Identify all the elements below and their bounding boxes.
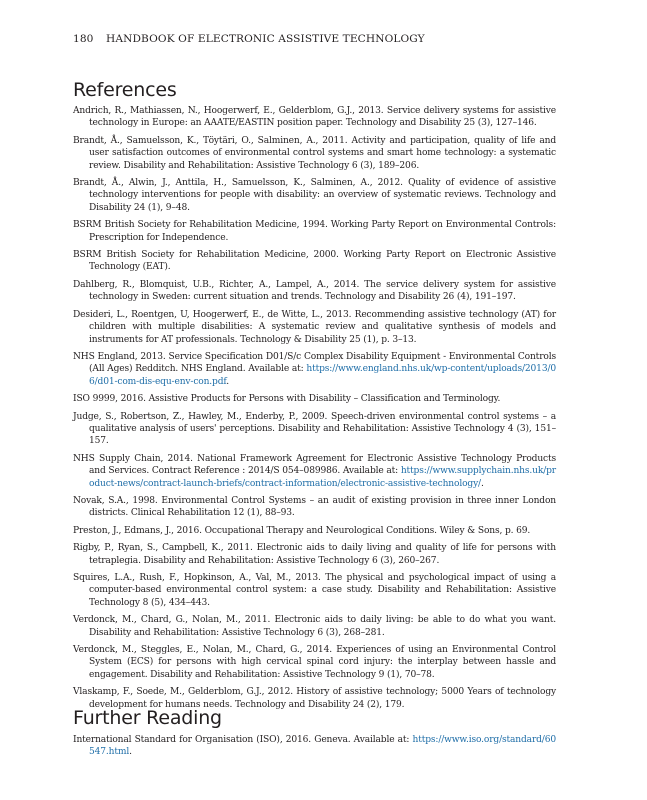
reference-text: Brandt, Å., Samuelsson, K., Töytäri, O., Salminen, A., 2011. Activity and participation, quality of life and user satisfaction outcomes of environmental control systems and smart home technology: a systematic review. Disability and Rehabilitation: Assistive Technology 6 (3), 189–206. xyxy=(73,135,556,171)
reference-entry xyxy=(73,411,556,448)
reference-text: Preston, J., Edmans, J., 2016. Occupational Therapy and Neurological Conditions. Wiley & Sons, p. 69. xyxy=(73,525,531,536)
reference-text: Rigby, P., Ryan, S., Campbell, K., 2011. Electronic aids to daily living and quality of life for persons with tetraplegia. Disability and Rehabilitation: Assistive Technology 6 (3), 260–267. xyxy=(73,543,556,566)
further-reading-list xyxy=(73,734,556,764)
reference-text: NHS England, 2013. Service Specification D01/S/c Complex Disability Equipment - Environmental Controls (All Ages) Redditch. NHS England. Available at: xyxy=(73,351,556,375)
reference-text: BSRM British Society for Rehabilitation Medicine, 1994. Working Party Report on Environmental Controls: Prescription for Independence. xyxy=(73,220,556,243)
reference-text: NHS Supply Chain, 2014. National Framework Agreement for Electronic Assistive Technology Products and Services. Contract Reference : 2014/S 054–089986. Available at: xyxy=(73,453,556,477)
reference-entry xyxy=(73,219,556,244)
running-header xyxy=(73,33,425,45)
reference-entry xyxy=(73,614,556,639)
reference-entry xyxy=(73,495,556,520)
reference-link[interactable]: https://www.iso.org/standard/60547.html xyxy=(89,735,556,758)
reference-text: Verdonck, M., Steggles, E., Nolan, M., Chard, G., 2014. Experiences of using an Environmental Control System (ECS) for persons with high cervical spinal cord injury: the interplay between hassle and engagement. Disability and Rehabilitation: Assistive Technology 9 (1), 70–78. xyxy=(73,645,556,680)
reference-text: Verdonck, M., Chard, G., Nolan, M., 2011. Electronic aids to daily living: be able to do what you want. Disability and Rehabilitation: Assistive Technology 6 (3), 268–281. xyxy=(73,615,556,638)
reference-entry xyxy=(73,105,556,130)
reference-entry xyxy=(73,525,556,537)
reference-entry xyxy=(73,249,556,274)
reference-entry xyxy=(73,309,556,346)
reference-entry xyxy=(73,542,556,567)
reference-punctuation: . xyxy=(480,478,484,489)
reference-text: Dahlberg, R., Blomquist, U.B., Richter, A., Lampel, A., 2014. The service delivery system for assistive technology in Sweden: current situation and trends. Technology and Disability 26 (4), 191–197. xyxy=(73,279,556,303)
book-title: HANDBOOK OF ELECTRONIC ASSISTIVE TECHNOLOGY xyxy=(106,33,425,45)
page-number: 180 xyxy=(73,33,94,45)
reference-text: Vlaskamp, F., Soede, M., Gelderblom, G.J., 2012. History of assistive technology; 5000 Years of technology development for humans needs. Technology and Disability 24 (2), 179. xyxy=(73,687,556,710)
references-heading: References xyxy=(73,79,177,101)
reference-text: Squires, L.A., Rush, F., Hopkinson, A., Val, M., 2013. The physical and psychological impact of using a computer-based environmental control system: a case study. Disability and Rehabilitation: Assistive Technology 8 (5), 434–443. xyxy=(73,573,556,608)
reference-punctuation: . xyxy=(226,376,230,387)
reference-link[interactable]: https://www.supplychain.nhs.uk/product-news/contract-launch-briefs/contract-information/electronic-assistive-technology/ xyxy=(89,466,556,489)
reference-entry xyxy=(73,351,556,388)
reference-text: Judge, S., Robertson, Z., Hawley, M., Enderby, P., 2009. Speech-driven environmental control systems – a qualitative analysis of users' perceptions. Disability and Rehabilitation: Assistive Technology 4 (3), 151–157. xyxy=(73,411,556,447)
reference-entry xyxy=(73,135,556,172)
reference-link[interactable]: https://www.england.nhs.uk/wp-content/uploads/2013/06/d01-com-dis-equ-env-con.pdf xyxy=(89,364,556,387)
reference-entry xyxy=(73,734,556,759)
reference-entry xyxy=(73,644,556,681)
reference-punctuation: . xyxy=(129,747,132,758)
reference-text: Andrich, R., Mathiassen, N., Hoogerwerf, E., Gelderblom, G.J., 2013. Service delivery systems for assistive technology in Europe: an AAATE/EASTIN position paper. Technology and Disability 25 (3), 127–146. xyxy=(73,106,556,129)
further-reading-heading: Further Reading xyxy=(73,707,222,729)
reference-text: Desideri, L., Roentgen, U, Hoogerwerf, E., de Witte, L., 2013. Recommending assistive technology (AT) for children with multiple disabilities: A systematic review and qualitative synthesis of models and instruments for AT professionals. Technology & Disability 25 (1), p. 3–13. xyxy=(73,309,556,345)
reference-entry xyxy=(73,177,556,214)
reference-entry xyxy=(73,393,556,405)
reference-text: Brandt, Å., Alwin, J., Anttila, H., Samuelsson, K., Salminen, A., 2012. Quality of evidence of assistive technology interventions for people with disability: an overview of systematic reviews. Technology and Disability 24 (1), 9–48. xyxy=(73,178,556,213)
reference-text: BSRM British Society for Rehabilitation Medicine, 2000. Working Party Report on Electronic Assistive Technology (EAT). xyxy=(73,250,556,273)
reference-text: International Standard for Organisation (ISO), 2016. Geneva. Available at: xyxy=(73,735,413,745)
references-list xyxy=(73,105,556,716)
reference-entry xyxy=(73,572,556,609)
reference-text: ISO 9999, 2016. Assistive Products for Persons with Disability – Classification and Terminology. xyxy=(73,394,501,405)
reference-text: Novak, S.A., 1998. Environmental Control Systems – an audit of existing provision in three inner London districts. Clinical Rehabilitation 12 (1), 88–93. xyxy=(73,495,556,519)
reference-entry xyxy=(73,453,556,490)
reference-entry xyxy=(73,279,556,304)
